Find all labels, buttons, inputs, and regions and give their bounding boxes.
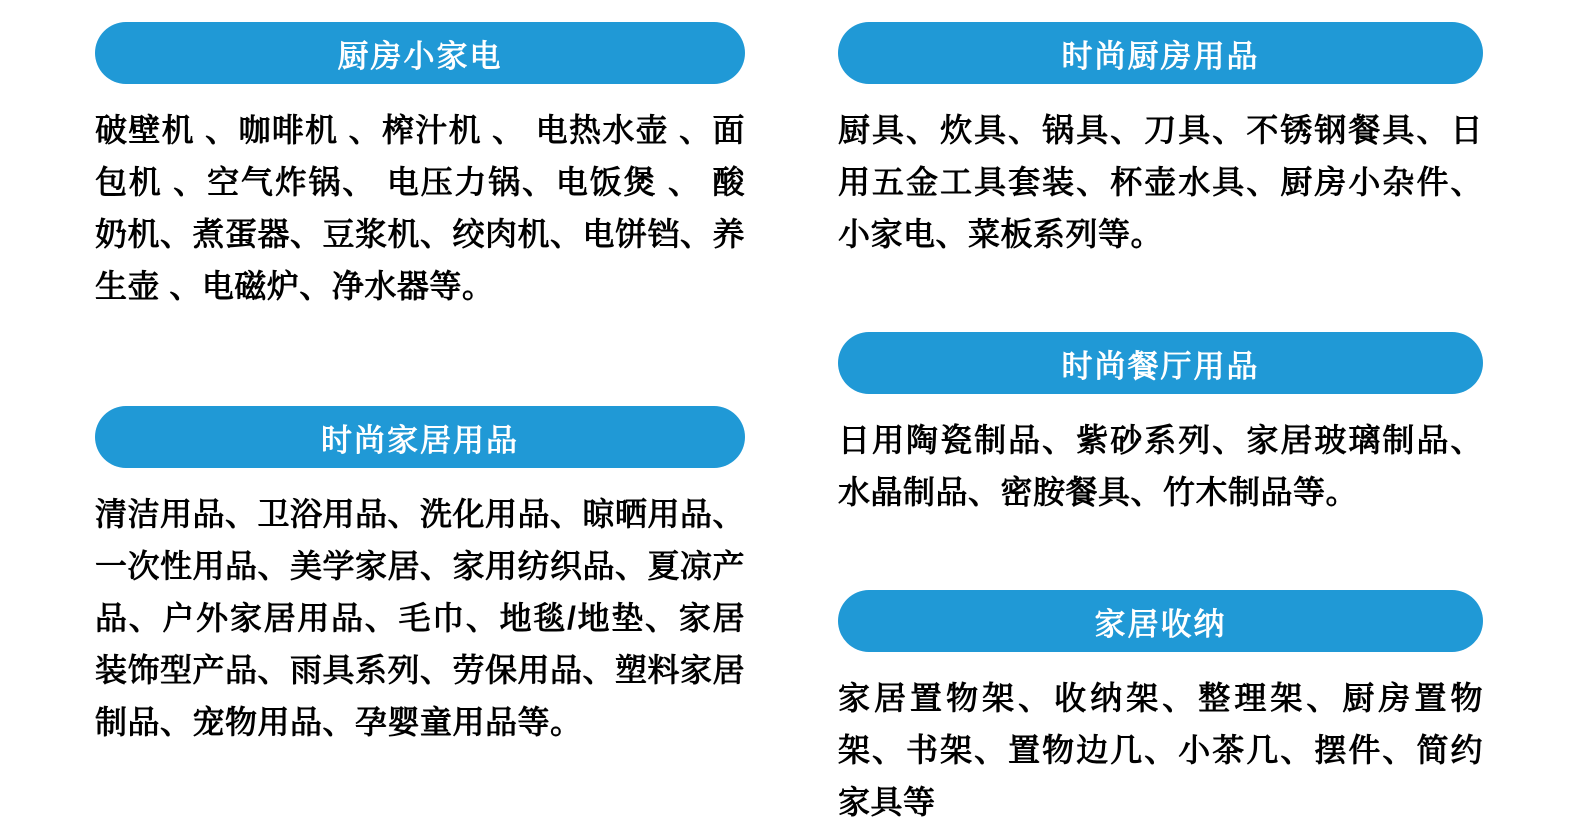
section-item-list: 清洁用品、卫浴用品、洗化用品、晾晒用品、一次性用品、美学家居、家用纺织品、夏凉产品、户外家居用品、毛巾、地毯/地垫、家居装饰型产品、雨具系列、劳保用品、塑料家居制品、宠物用品、孕婴童用品等。 xyxy=(95,496,746,740)
section-fashion-dining-supplies xyxy=(838,332,1483,518)
section-header-pill xyxy=(838,332,1483,394)
section-item-list: 家居置物架、收纳架、整理架、厨房置物架、书架、置物边几、小茶几、摆件、简约家具等 xyxy=(838,680,1483,820)
section-home-storage xyxy=(838,590,1483,826)
section-fashion-home-goods xyxy=(95,406,745,748)
section-title: 厨房小家电 xyxy=(337,38,503,74)
section-item-list: 日用陶瓷制品、紫砂系列、家居玻璃制品、水晶制品、密胺餐具、竹木制品等。 xyxy=(838,422,1483,510)
section-item-list: 厨具、炊具、锅具、刀具、不锈钢餐具、日用五金工具套装、杯壶水具、厨房小杂件、小家电、菜板系列等。 xyxy=(838,112,1483,252)
section-kitchen-small-appliances xyxy=(95,22,745,312)
section-title: 时尚家居用品 xyxy=(321,422,519,458)
section-header-pill xyxy=(838,22,1483,84)
left-column xyxy=(95,0,745,826)
section-title: 时尚餐厅用品 xyxy=(1061,348,1260,384)
section-title: 时尚厨房用品 xyxy=(1061,38,1260,74)
section-title: 家居收纳 xyxy=(1094,606,1227,642)
section-header-pill xyxy=(95,406,745,468)
section-header-pill xyxy=(838,590,1483,652)
section-header-pill xyxy=(95,22,745,84)
section-fashion-kitchen-supplies xyxy=(838,22,1483,260)
section-item-list: 破壁机 、咖啡机 、榨汁机 、 电热水壶 、面包机 、空气炸锅、 电压力锅、电饭煲 、 酸奶机、煮蛋器、豆浆机、绞肉机、电饼铛、养生壶 、电磁炉、净水器等。 xyxy=(95,112,746,304)
right-column xyxy=(838,0,1483,826)
